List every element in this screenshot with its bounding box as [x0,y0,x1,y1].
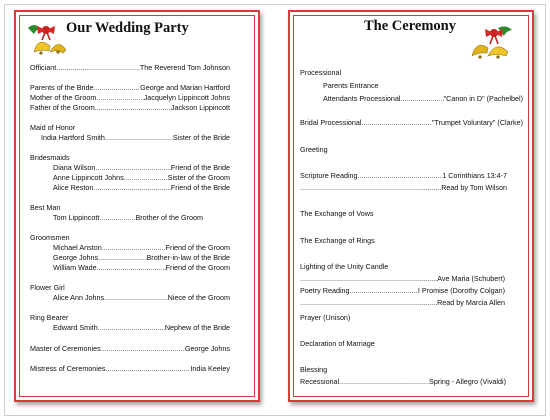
wedding-bells-icon [468,24,518,62]
officiant-line: Officiant ..... The Reverend Tom Johnson [30,63,230,72]
mistress-of-ceremonies-line: Mistress of Ceremonies ..... India Keeley [30,364,230,373]
ring-bearer-heading: Ring Bearer [30,313,69,322]
bridesmaid-line: Diana Wilson ..... Friend of the Bride [53,163,230,172]
exchange-of-rings-text: The Exchange of Rings [300,236,375,245]
blessing-text: Blessing [300,365,328,374]
parents-bride-line: Parents of the Bride ..... George and Marian Hartford [30,83,230,92]
groomsmen-heading: Groomsmen [30,233,70,242]
master-of-ceremonies-line: Master of Ceremonies ..... George Johns [30,344,230,353]
declaration-text: Declaration of Marriage [300,339,375,348]
groomsman-line: Michael Anston ..... Friend of the Groom [53,243,230,252]
unity-candle-text: Lighting of the Unity Candle [300,262,389,271]
processional-text: Processional [300,68,342,77]
bridesmaids-heading: Bridesmaids [30,153,70,162]
bridesmaid-line: Anne Lippincott Johns ..... Sister of the Groom [53,173,230,182]
maid-of-honor-heading: Maid of Honor [30,123,76,132]
exchange-of-vows-text: The Exchange of Vows [300,209,374,218]
poetry-reader-line: ..... Read by Marcia Allen [300,298,505,307]
recessional-line: Recessional ..... Spring - Allegro (Vivaldi) [300,377,506,386]
greeting-text: Greeting [300,145,328,154]
attendants-processional-line: Attendants Processional ..... "Canon in D" (Pachelbel) [323,94,523,103]
best-man-heading: Best Man [30,203,61,212]
best-man-line: Tom Lippincott ..... Brother of the Groom [53,213,203,222]
scripture-reading-line: Scripture Reading ..... 1 Corinthians 13:4-7 [300,171,507,180]
maid-of-honor-line: India Hartford Smith ..... Sister of the Bride [41,133,230,142]
ring-bearer-line: Edward Smith ..... Nephew of the Bride [53,323,230,332]
mother-groom-line: Mother of the Groom ..... Jacquelyn Lippincott Johns [30,93,230,102]
parents-entrance-text: Parents Entrance [323,81,379,90]
prayer-text: Prayer (Unison) [300,313,351,322]
groomsman-line: William Wade ..... Friend of the Groom [53,263,230,272]
poetry-reading-line: Poetry Reading ..... I Promise (Dorothy Colgan) [300,286,505,295]
flower-girl-heading: Flower Girl [30,283,65,292]
bridesmaid-line: Alice Reston ..... Friend of the Bride [53,183,230,192]
ave-maria-line: ..... Ave Maria (Schubert) [300,274,505,283]
scripture-reader-line: ..... Read by Tom Wilson [300,183,507,192]
wedding-bells-icon [24,22,70,56]
page-title-wedding-party: Our Wedding Party [66,20,189,36]
father-groom-line: Father of the Groom ..... Jackson Lippincott [30,103,230,112]
groomsman-line: George Johns ..... Brother-in-law of the Bride [53,253,230,262]
bridal-processional-line: Bridal Processional ..... "Trumpet Voluntary" (Clarke) [300,118,523,127]
page-title-ceremony: The Ceremony [364,18,456,34]
flower-girl-line: Alice Ann Johns ..... Niece of the Groom [53,293,230,302]
